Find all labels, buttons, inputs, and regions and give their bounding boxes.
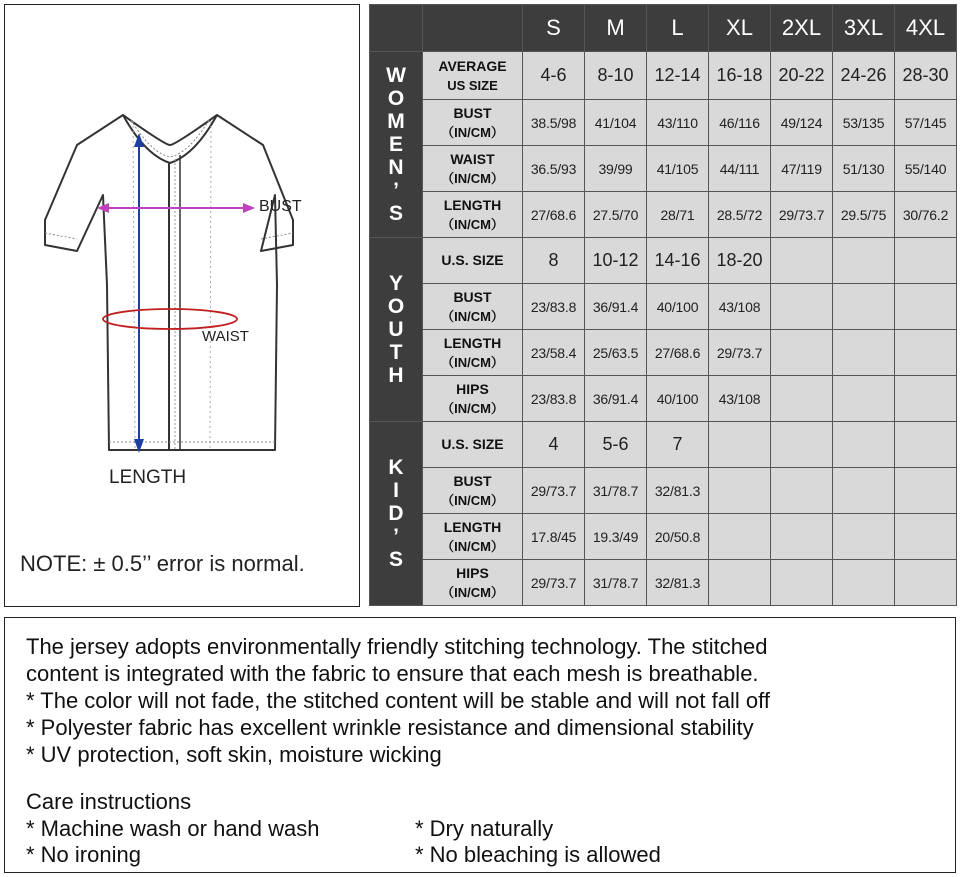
size-value-cell: 43/110 bbox=[647, 100, 709, 146]
size-value-cell bbox=[771, 560, 833, 606]
care-item: * Machine wash or hand wash bbox=[26, 816, 320, 841]
row-label-sub: （IN/CM） bbox=[441, 400, 504, 416]
size-value-cell: 18-20 bbox=[709, 238, 771, 284]
description-line: * The color will not fade, the stitched content will be stable and will not fall off bbox=[26, 688, 770, 713]
size-value-cell: 41/104 bbox=[585, 100, 647, 146]
size-value-cell: 4 bbox=[523, 422, 585, 468]
size-value-cell: 43/108 bbox=[709, 284, 771, 330]
row-label bbox=[423, 238, 523, 284]
size-value-cell bbox=[833, 468, 895, 514]
size-value-cell: 23/83.8 bbox=[523, 284, 585, 330]
size-value-cell bbox=[771, 376, 833, 422]
size-value-cell: 23/83.8 bbox=[523, 376, 585, 422]
size-value-cell bbox=[833, 330, 895, 376]
size-row bbox=[370, 146, 957, 192]
size-header: 2XL bbox=[771, 5, 833, 52]
size-value-cell: 16-18 bbox=[709, 52, 771, 100]
size-header: M bbox=[585, 5, 647, 52]
size-value-cell: 40/100 bbox=[647, 376, 709, 422]
size-row bbox=[370, 514, 957, 560]
size-header-row bbox=[370, 5, 957, 52]
size-value-cell bbox=[895, 238, 957, 284]
row-label-sub: （IN/CM） bbox=[441, 538, 504, 554]
row-label-main: HIPS bbox=[456, 564, 489, 581]
group-label-letter: I bbox=[393, 479, 399, 502]
row-label-main: BUST bbox=[453, 104, 492, 121]
size-value-cell bbox=[709, 560, 771, 606]
size-value-cell: 14-16 bbox=[647, 238, 709, 284]
size-value-cell: 57/145 bbox=[895, 100, 957, 146]
header-corner bbox=[423, 5, 523, 52]
size-row bbox=[370, 422, 957, 468]
group-label-letter: M bbox=[387, 110, 405, 133]
size-header: L bbox=[647, 5, 709, 52]
size-value-cell: 53/135 bbox=[833, 100, 895, 146]
size-value-cell: 29/73.7 bbox=[709, 330, 771, 376]
group-label-letter: O bbox=[387, 87, 405, 110]
size-value-cell: 39/99 bbox=[585, 146, 647, 192]
size-value-cell bbox=[771, 238, 833, 284]
group-label-letter: W bbox=[386, 64, 406, 87]
size-value-cell: 41/105 bbox=[647, 146, 709, 192]
row-label-sub: （IN/CM） bbox=[441, 170, 504, 186]
size-value-cell: 28.5/72 bbox=[709, 192, 771, 238]
row-label bbox=[423, 284, 523, 330]
size-value-cell: 27.5/70 bbox=[585, 192, 647, 238]
size-value-cell: 32/81.3 bbox=[647, 468, 709, 514]
size-header: XL bbox=[709, 5, 771, 52]
group-label-letter: S bbox=[388, 202, 403, 225]
description-line: The jersey adopts environmentally friendly stitching technology. The stitched bbox=[26, 634, 768, 659]
group-label bbox=[370, 238, 423, 422]
size-value-cell bbox=[771, 330, 833, 376]
size-value-cell bbox=[833, 284, 895, 330]
size-row bbox=[370, 52, 957, 100]
tolerance-note: NOTE: ± 0.5’’ error is normal. bbox=[20, 551, 305, 576]
row-label-main: AVERAGE bbox=[438, 57, 507, 74]
size-value-cell: 29/73.7 bbox=[771, 192, 833, 238]
care-item: * No bleaching is allowed bbox=[415, 842, 661, 867]
row-label bbox=[423, 468, 523, 514]
care-title: Care instructions bbox=[26, 789, 192, 814]
row-label bbox=[423, 330, 523, 376]
size-value-cell: 40/100 bbox=[647, 284, 709, 330]
size-value-cell bbox=[833, 514, 895, 560]
size-row bbox=[370, 192, 957, 238]
group-label-letter: O bbox=[387, 295, 405, 318]
size-value-cell: 29/73.7 bbox=[523, 468, 585, 514]
size-value-cell: 36/91.4 bbox=[585, 376, 647, 422]
size-value-cell: 17.8/45 bbox=[523, 514, 585, 560]
size-value-cell bbox=[709, 422, 771, 468]
size-value-cell bbox=[833, 238, 895, 284]
care-item: * No ironing bbox=[26, 842, 141, 867]
size-value-cell: 55/140 bbox=[895, 146, 957, 192]
size-value-cell: 28-30 bbox=[895, 52, 957, 100]
row-label-sub: （IN/CM） bbox=[441, 216, 504, 232]
size-value-cell: 46/116 bbox=[709, 100, 771, 146]
size-value-cell bbox=[709, 468, 771, 514]
row-label-main: WAIST bbox=[450, 150, 495, 167]
size-value-cell: 44/111 bbox=[709, 146, 771, 192]
row-label-main: LENGTH bbox=[443, 334, 502, 351]
size-value-cell: 27/68.6 bbox=[523, 192, 585, 238]
size-value-cell: 19.3/49 bbox=[585, 514, 647, 560]
product-description bbox=[4, 617, 956, 873]
size-value-cell: 20/50.8 bbox=[647, 514, 709, 560]
header-corner bbox=[370, 5, 423, 52]
row-label bbox=[423, 422, 523, 468]
row-label-sub: （IN/CM） bbox=[441, 492, 504, 508]
group-label-letter: ’ bbox=[393, 179, 399, 202]
measurement-diagram bbox=[4, 4, 360, 607]
description-line: content is integrated with the fabric to ensure that each mesh is breathable. bbox=[26, 661, 759, 686]
size-value-cell bbox=[833, 376, 895, 422]
size-value-cell bbox=[895, 468, 957, 514]
size-value-cell: 51/130 bbox=[833, 146, 895, 192]
size-value-cell: 7 bbox=[647, 422, 709, 468]
size-value-cell bbox=[895, 560, 957, 606]
size-row bbox=[370, 560, 957, 606]
size-row bbox=[370, 468, 957, 514]
row-label bbox=[423, 376, 523, 422]
size-value-cell bbox=[895, 376, 957, 422]
group-label-letter: D bbox=[388, 502, 404, 525]
row-label-main: U.S. SIZE bbox=[441, 436, 504, 452]
row-label bbox=[423, 100, 523, 146]
row-label-sub: （IN/CM） bbox=[441, 308, 504, 324]
size-row bbox=[370, 376, 957, 422]
size-value-cell: 43/108 bbox=[709, 376, 771, 422]
bust-label: BUST bbox=[259, 198, 302, 215]
size-value-cell bbox=[895, 422, 957, 468]
group-label bbox=[370, 422, 423, 606]
length-label: LENGTH bbox=[109, 467, 187, 488]
size-value-cell: 31/78.7 bbox=[585, 560, 647, 606]
size-row bbox=[370, 284, 957, 330]
size-value-cell: 30/76.2 bbox=[895, 192, 957, 238]
group-label-letter: K bbox=[388, 456, 404, 479]
row-label-main: BUST bbox=[453, 288, 492, 305]
group-label-letter: U bbox=[388, 318, 404, 341]
row-label-sub: US SIZE bbox=[447, 77, 498, 93]
size-value-cell bbox=[833, 422, 895, 468]
row-label bbox=[423, 514, 523, 560]
size-value-cell bbox=[771, 468, 833, 514]
size-value-cell bbox=[895, 330, 957, 376]
waist-label: WAIST bbox=[202, 328, 249, 345]
row-label-main: LENGTH bbox=[443, 196, 502, 213]
size-value-cell bbox=[895, 514, 957, 560]
row-label-main: BUST bbox=[453, 472, 492, 489]
size-value-cell bbox=[895, 284, 957, 330]
row-label-main: HIPS bbox=[456, 380, 489, 397]
size-row bbox=[370, 100, 957, 146]
size-value-cell: 32/81.3 bbox=[647, 560, 709, 606]
size-value-cell: 47/119 bbox=[771, 146, 833, 192]
row-label-sub: （IN/CM） bbox=[441, 124, 504, 140]
group-label bbox=[370, 52, 423, 238]
size-value-cell: 5-6 bbox=[585, 422, 647, 468]
size-value-cell: 12-14 bbox=[647, 52, 709, 100]
row-label bbox=[423, 146, 523, 192]
size-value-cell: 10-12 bbox=[585, 238, 647, 284]
group-label-letter: E bbox=[388, 133, 403, 156]
row-label-sub: （IN/CM） bbox=[441, 354, 504, 370]
size-value-cell bbox=[771, 422, 833, 468]
size-chart-table bbox=[369, 4, 957, 606]
size-value-cell bbox=[771, 514, 833, 560]
group-label-letter: S bbox=[388, 548, 403, 571]
size-header: S bbox=[523, 5, 585, 52]
row-label-main: U.S. SIZE bbox=[441, 252, 504, 268]
group-label-letter: H bbox=[388, 364, 404, 387]
row-label-sub: （IN/CM） bbox=[441, 584, 504, 600]
size-header: 3XL bbox=[833, 5, 895, 52]
size-value-cell: 24-26 bbox=[833, 52, 895, 100]
size-value-cell: 31/78.7 bbox=[585, 468, 647, 514]
size-value-cell: 29.5/75 bbox=[833, 192, 895, 238]
size-header: 4XL bbox=[895, 5, 957, 52]
size-value-cell: 38.5/98 bbox=[523, 100, 585, 146]
size-value-cell bbox=[709, 514, 771, 560]
size-value-cell: 28/71 bbox=[647, 192, 709, 238]
size-value-cell: 29/73.7 bbox=[523, 560, 585, 606]
size-value-cell: 36/91.4 bbox=[585, 284, 647, 330]
size-value-cell: 8 bbox=[523, 238, 585, 284]
size-value-cell: 8-10 bbox=[585, 52, 647, 100]
row-label bbox=[423, 52, 523, 100]
size-value-cell: 4-6 bbox=[523, 52, 585, 100]
group-label-letter: T bbox=[389, 341, 403, 364]
row-label bbox=[423, 192, 523, 238]
group-label-letter: ’ bbox=[393, 525, 399, 548]
size-value-cell bbox=[833, 560, 895, 606]
size-row bbox=[370, 238, 957, 284]
row-label-main: LENGTH bbox=[443, 518, 502, 535]
care-item: * Dry naturally bbox=[415, 816, 554, 841]
size-row bbox=[370, 330, 957, 376]
size-value-cell: 27/68.6 bbox=[647, 330, 709, 376]
size-value-cell: 49/124 bbox=[771, 100, 833, 146]
size-value-cell: 36.5/93 bbox=[523, 146, 585, 192]
size-value-cell: 23/58.4 bbox=[523, 330, 585, 376]
size-value-cell: 25/63.5 bbox=[585, 330, 647, 376]
group-label-letter: Y bbox=[388, 272, 403, 295]
description-line: * Polyester fabric has excellent wrinkle resistance and dimensional stability bbox=[26, 715, 754, 740]
row-label bbox=[423, 560, 523, 606]
size-value-cell bbox=[771, 284, 833, 330]
shirt-outline-icon bbox=[5, 5, 361, 608]
description-line: * UV protection, soft skin, moisture wicking bbox=[26, 742, 442, 767]
size-value-cell: 20-22 bbox=[771, 52, 833, 100]
group-label-letter: N bbox=[388, 156, 404, 179]
